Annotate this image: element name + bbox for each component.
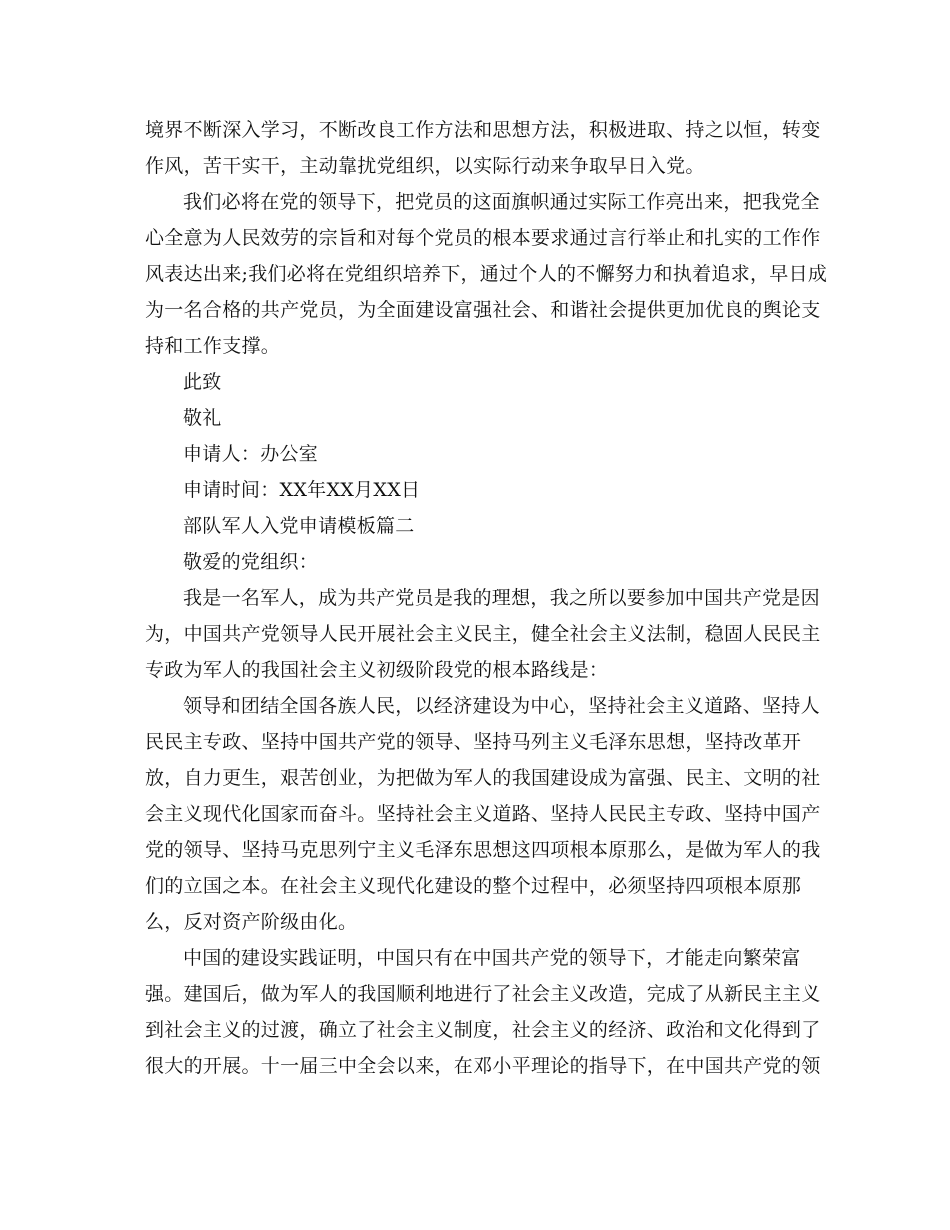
text-line: 申请时间：XX年XX月XX日: [183, 479, 421, 501]
text-line: 我是一名军人，成为共产党员是我的理想，我之所以要参加中国共产党是因: [183, 587, 820, 609]
text-line: 会主义现代化国家而奋斗。坚持社会主义道路、坚持人民民主专政、坚持中国产: [145, 803, 821, 825]
text-line: 此致: [183, 371, 222, 393]
text-line: 民民主专政、坚持中国共产党的领导、坚持马列主义毛泽东思想，坚持改革开: [145, 731, 802, 753]
text-line: 为，中国共产党领导人民开展社会主义民主，健全社会主义法制，稳固人民民主: [145, 623, 821, 645]
text-line: 境界不断深入学习，不断改良工作方法和思想方法，积极进取、持之以恒，转变: [145, 119, 821, 141]
text-line: 么，反对资产阶级由化。: [145, 911, 358, 933]
text-line: 放，自力更生，艰苦创业，为把做为军人的我国建设成为富强、民主、文明的社: [145, 767, 821, 789]
text-line: 申请人：办公室: [183, 443, 319, 465]
text-line: 党的领导、坚持马克思列宁主义毛泽东思想这四项根本原那么，是做为军人的我: [145, 839, 821, 861]
text-line: 敬爱的党组织：: [183, 551, 319, 573]
text-line: 持和工作支撑。: [145, 335, 281, 357]
text-line: 领导和团结全国各族人民，以经济建设为中心，坚持社会主义道路、坚持人: [183, 695, 820, 717]
text-line: 风表达出来;我们必将在党组织培养下，通过个人的不懈努力和执着追求，早日成: [145, 263, 828, 285]
text-line: 为一名合格的共产党员，为全面建设富强社会、和谐社会提供更加优良的舆论支: [145, 299, 821, 321]
text-line: 专政为军人的我国社会主义初级阶段党的根本路线是：: [145, 659, 609, 681]
text-line: 作风，苦干实干，主动靠扰党组织，以实际行动来争取早日入党。: [145, 155, 705, 177]
document-body: [145, 112, 828, 1084]
text-line: 我们必将在党的领导下，把党员的这面旗帜通过实际工作亮出来，把我党全: [183, 191, 820, 213]
text-line: 强。建国后，做为军人的我国顺利地进行了社会主义改造，完成了从新民主主义: [145, 983, 821, 1005]
text-line: 心全意为人民效劳的宗旨和对每个党员的根本要求通过言行举止和扎实的工作作: [145, 227, 821, 249]
text-line: 中国的建设实践证明，中国只有在中国共产党的领导下，才能走向繁荣富: [183, 947, 801, 969]
text-line: 部队军人入党申请模板篇二: [183, 515, 415, 537]
text-line: 很大的开展。十一届三中全会以来，在邓小平理论的指导下，在中国共产党的领: [145, 1055, 821, 1077]
text-line: 敬礼: [183, 407, 222, 429]
text-line: 到社会主义的过渡，确立了社会主义制度，社会主义的经济、政治和文化得到了: [145, 1019, 821, 1041]
text-line: 们的立国之本。在社会主义现代化建设的整个过程中，必须坚持四项根本原那: [145, 875, 802, 897]
